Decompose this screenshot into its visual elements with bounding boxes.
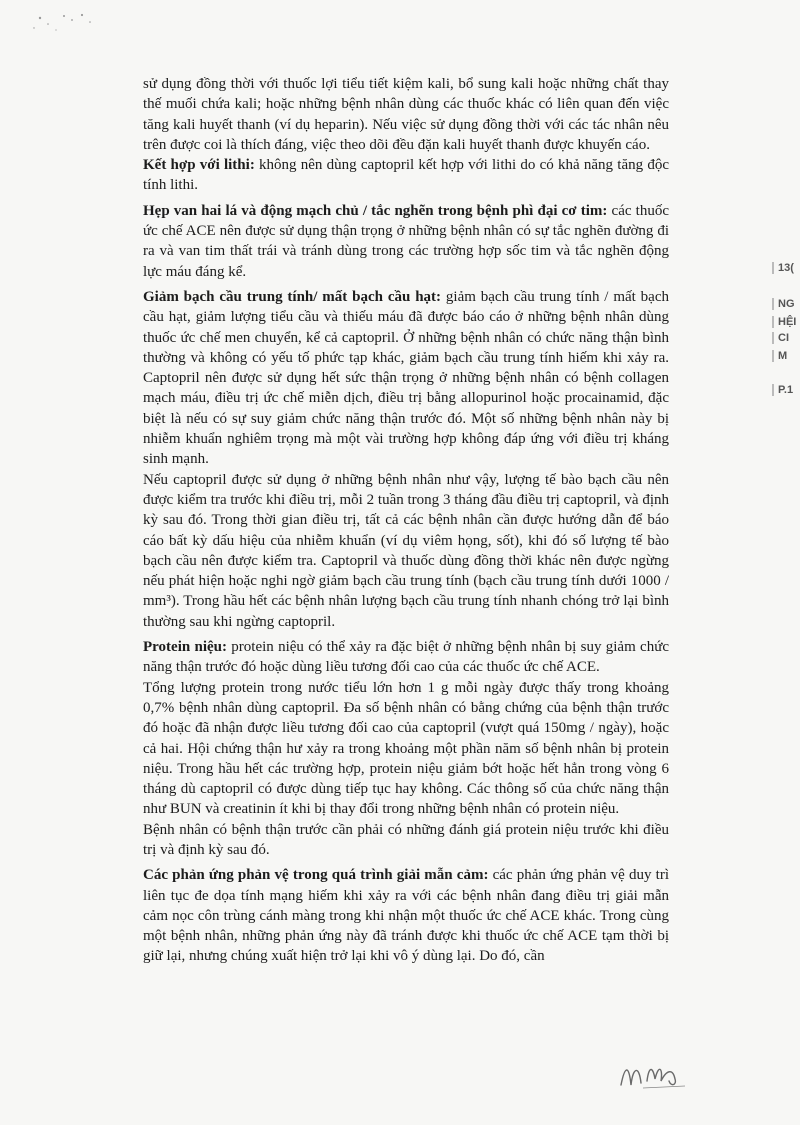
edge-fragment-text: HỆI — [772, 316, 800, 328]
paragraph-text: Tổng lượng protein trong nước tiểu lớn hơn 1 g mỗi ngày được thấy trong khoảng 0,7% bệnh nhân dùng captopril. Đa số bệnh nhân có bằng chứng của bệnh thận trước đó hoặc đã nhận được liều tương đối cao của captopril (vượt quá 150mg / ngày), hoặc cả hai. Hội chứng thận hư xảy ra trong khoảng một phần năm số bệnh nhân bị protein niệu. Trong hầu hết các trường hợp, protein niệu giảm bớt hoặc hết hẳn trong vòng 6 tháng dù captopril có được dùng tiếp tục hay không. Các thông số của chức năng thận như BUN và creatinin ít khi bị thay đổi trong những bệnh nhân có protein niệu. — [143, 679, 669, 818]
edge-fragment-text: CI — [772, 332, 800, 344]
document-body — [143, 74, 669, 967]
paragraph-text: giảm bạch cầu trung tính / mất bạch cầu hạt, giảm lượng tiểu cầu và thiếu máu đã được báo cáo ở những bệnh nhân dùng thuốc ức chế men chuyển, kể cả captopril. Ở những bệnh nhân có chức năng thận bình thường và không có yếu tố phức tạp khác, giảm bạch cầu trung tính hiếm khi xảy ra. Captopril nên được sử dụng hết sức thận trọng ở những bệnh nhân có bệnh collagen mạch máu, điều trị ức chế miễn dịch, điều trị bằng allopurinol hoặc procainamid, đặc biệt là nếu có sự suy giảm chức năng thận trước đó. Một số những bệnh nhân này bị nhiễm khuẩn nghiêm trọng mà một vài trường hợp không đáp ứng với điều trị kháng sinh mạnh. — [143, 288, 669, 468]
scan-speckle-mark — [30, 10, 110, 36]
paragraph-hep-van — [143, 201, 669, 282]
paragraph-heading: Kết hợp với lithi: — [143, 157, 255, 174]
handwritten-signature — [615, 1055, 695, 1095]
paragraph-kali — [143, 74, 669, 155]
paragraph-bach-cau — [143, 287, 669, 470]
paragraph-text: các thuốc ức chế ACE nên được sử dụng thận trọng ở những bệnh nhân có sự tắc nghẽn đường đi ra và van tim thất trái và tránh dùng trong các trường hợp sốc tim và tắc nghẽn động lực máu đáng kể. — [143, 202, 669, 280]
paragraph-kiem-tra — [143, 470, 669, 632]
paragraph-protein-nieu — [143, 637, 669, 678]
edge-fragment-text: NG — [772, 298, 800, 310]
paragraph-heading: Các phản ứng phản vệ trong quá trình giải mẫn cảm: — [143, 867, 489, 884]
paragraph-tong-luong — [143, 678, 669, 820]
paragraph-lithi — [143, 155, 669, 196]
edge-fragment-text: P.1 — [772, 384, 800, 396]
paragraph-heading: Protein niệu: — [143, 639, 228, 656]
paragraph-danh-gia — [143, 820, 669, 861]
paragraph-text: protein niệu có thể xảy ra đặc biệt ở những bệnh nhân bị suy giảm chức năng thận trước đó hoặc dùng liều tương đối cao của các thuốc ức chế ACE. — [143, 639, 669, 676]
paragraph-phan-ve — [143, 865, 669, 966]
paragraph-text: Nếu captopril được sử dụng ở những bệnh nhân như vậy, lượng tế bào bạch cầu nên được kiểm tra trước khi điều trị, mỗi 2 tuần trong 3 tháng đầu điều trị captopril, và định kỳ sau đó. Trong thời gian điều trị, tất cả các bệnh nhân cần được hướng dẫn để báo cáo bất kỳ dấu hiệu của nhiễm khuẩn (ví dụ viêm họng, sốt), khi đó số lượng tế bào bạch cầu nên được kiểm tra. Captopril và thuốc dùng đồng thời khác nên được ngừng nếu phát hiện hoặc nghi ngờ giảm bạch cầu trung tính (bạch cầu trung tính dưới 1000 / mm³). Trong hầu hết các bệnh nhân lượng bạch cầu trung tính nhanh chóng trở lại bình thường sau khi ngừng captopril. — [143, 471, 669, 630]
paragraph-text: Bệnh nhân có bệnh thận trước cần phải có những đánh giá protein niệu trước khi điều trị và định kỳ sau đó. — [143, 821, 669, 858]
paragraph-text: không nên dùng captopril kết hợp với lithi do có khả năng tăng độc tính lithi. — [143, 157, 669, 194]
paragraph-heading: Giảm bạch cầu trung tính/ mất bạch cầu hạt: — [143, 288, 442, 305]
paragraph-text: sử dụng đồng thời với thuốc lợi tiểu tiết kiệm kali, bổ sung kali hoặc những chất thay thế muối chứa kali; hoặc những bệnh nhân dùng các thuốc khác có liên quan đến việc tăng kali huyết thanh (ví dụ heparin). Nếu việc sử dụng đồng thời với các tác nhân nêu trên được coi là thích đáng, việc theo dõi đều đặn kali huyết thanh được khuyến cáo. — [143, 76, 669, 153]
edge-fragment-text: M — [772, 350, 800, 362]
paragraph-text: các phản ứng phản vệ duy trì liên tục đe dọa tính mạng hiếm khi xảy ra với các bệnh nhân đang điều trị giải mẫn cảm nọc côn trùng cánh màng trong khi nhận một thuốc ức chế ACE khác. Trong cùng một bệnh nhân, những phản ứng này đã tránh được khi thuốc ức chế ACE tạm thời bị giữ lại, nhưng chúng xuất hiện trở lại khi vô ý dùng lại. Do đó, cần — [143, 867, 670, 965]
paragraph-heading: Hẹp van hai lá và động mạch chủ / tắc nghẽn trong bệnh phì đại cơ tim: — [143, 202, 608, 219]
edge-fragment-text: 13( — [772, 262, 800, 274]
